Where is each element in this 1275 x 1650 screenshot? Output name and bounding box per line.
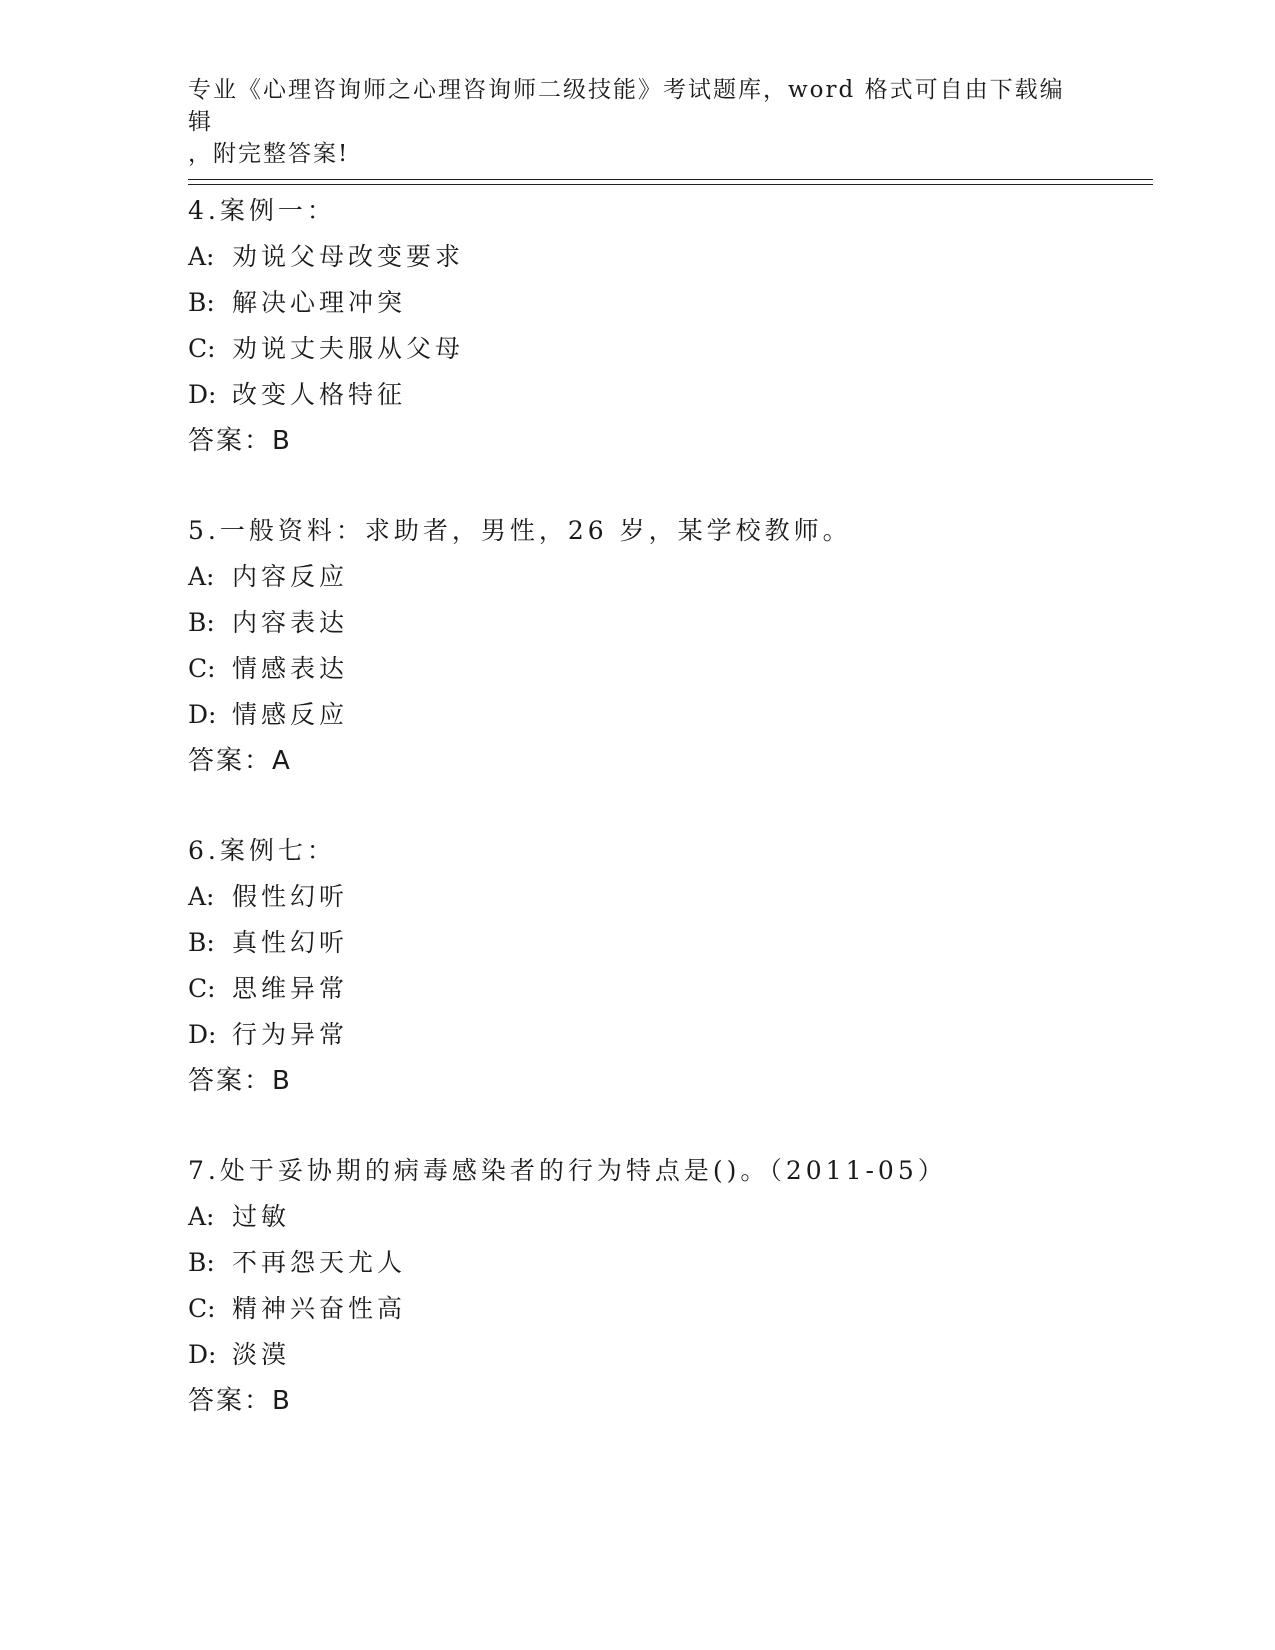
option-text: 改变人格特征 xyxy=(232,380,407,409)
option-a xyxy=(188,874,1148,920)
option-c xyxy=(188,1286,1148,1332)
option-label: A: xyxy=(188,242,215,271)
question-4 xyxy=(188,188,1148,464)
option-label: A: xyxy=(188,882,215,911)
answer-line: 答案：B xyxy=(188,1386,292,1416)
option-label: B: xyxy=(188,928,215,957)
header-line-1: 专业《心理咨询师之心理咨询师二级技能》考试题库，word 格式可自由下载编辑 xyxy=(188,77,1065,135)
option-label: C: xyxy=(188,974,216,1003)
question-7 xyxy=(188,1148,1148,1424)
answer-line: 答案：B xyxy=(188,1066,292,1096)
option-b xyxy=(188,280,1148,326)
option-c xyxy=(188,966,1148,1012)
option-c xyxy=(188,646,1148,692)
option-label: D: xyxy=(188,1020,217,1049)
option-text: 不再怨天尤人 xyxy=(232,1248,407,1277)
header-divider-bottom xyxy=(188,184,1153,185)
option-label: A: xyxy=(188,562,215,591)
question-5 xyxy=(188,508,1148,784)
option-text: 解决心理冲突 xyxy=(232,288,407,317)
document-header xyxy=(188,74,1088,170)
option-text: 情感表达 xyxy=(232,654,349,683)
option-text: 内容反应 xyxy=(232,562,349,591)
option-b xyxy=(188,1240,1148,1286)
option-text: 假性幻听 xyxy=(232,882,349,911)
option-label: C: xyxy=(188,334,216,363)
question-stem: 5.一般资料：求助者，男性，26 岁，某学校教师。 xyxy=(188,516,852,545)
option-b xyxy=(188,600,1148,646)
option-label: D: xyxy=(188,1340,217,1369)
option-d xyxy=(188,692,1148,738)
option-label: A: xyxy=(188,1202,215,1231)
header-divider-top xyxy=(188,179,1153,180)
question-6 xyxy=(188,828,1148,1104)
question-stem: 7.处于妥协期的病毒感染者的行为特点是()。（2011-05） xyxy=(188,1156,947,1185)
question-stem: 4.案例一： xyxy=(188,196,336,225)
option-label: D: xyxy=(188,700,217,729)
option-text: 过敏 xyxy=(232,1202,291,1231)
question-stem: 6.案例七： xyxy=(188,836,336,865)
option-d xyxy=(188,1332,1148,1378)
option-a xyxy=(188,554,1148,600)
option-label: B: xyxy=(188,288,215,317)
option-label: C: xyxy=(188,654,216,683)
option-label: D: xyxy=(188,380,217,409)
option-b xyxy=(188,920,1148,966)
option-text: 劝说父母改变要求 xyxy=(232,242,465,271)
option-text: 真性幻听 xyxy=(232,928,349,957)
option-text: 精神兴奋性高 xyxy=(232,1294,407,1323)
option-d xyxy=(188,1012,1148,1058)
header-line-2: ，附完整答案! xyxy=(188,141,350,167)
option-label: B: xyxy=(188,608,215,637)
option-text: 情感反应 xyxy=(232,700,349,729)
option-text: 行为异常 xyxy=(232,1020,349,1049)
option-text: 思维异常 xyxy=(232,974,349,1003)
option-text: 内容表达 xyxy=(232,608,349,637)
option-label: B: xyxy=(188,1248,215,1277)
option-c xyxy=(188,326,1148,372)
option-text: 淡漠 xyxy=(232,1340,291,1369)
option-a xyxy=(188,1194,1148,1240)
answer-line: 答案：B xyxy=(188,426,292,456)
option-label: C: xyxy=(188,1294,216,1323)
option-d xyxy=(188,372,1148,418)
option-text: 劝说丈夫服从父母 xyxy=(232,334,465,363)
answer-line: 答案：A xyxy=(188,746,292,776)
option-a xyxy=(188,234,1148,280)
